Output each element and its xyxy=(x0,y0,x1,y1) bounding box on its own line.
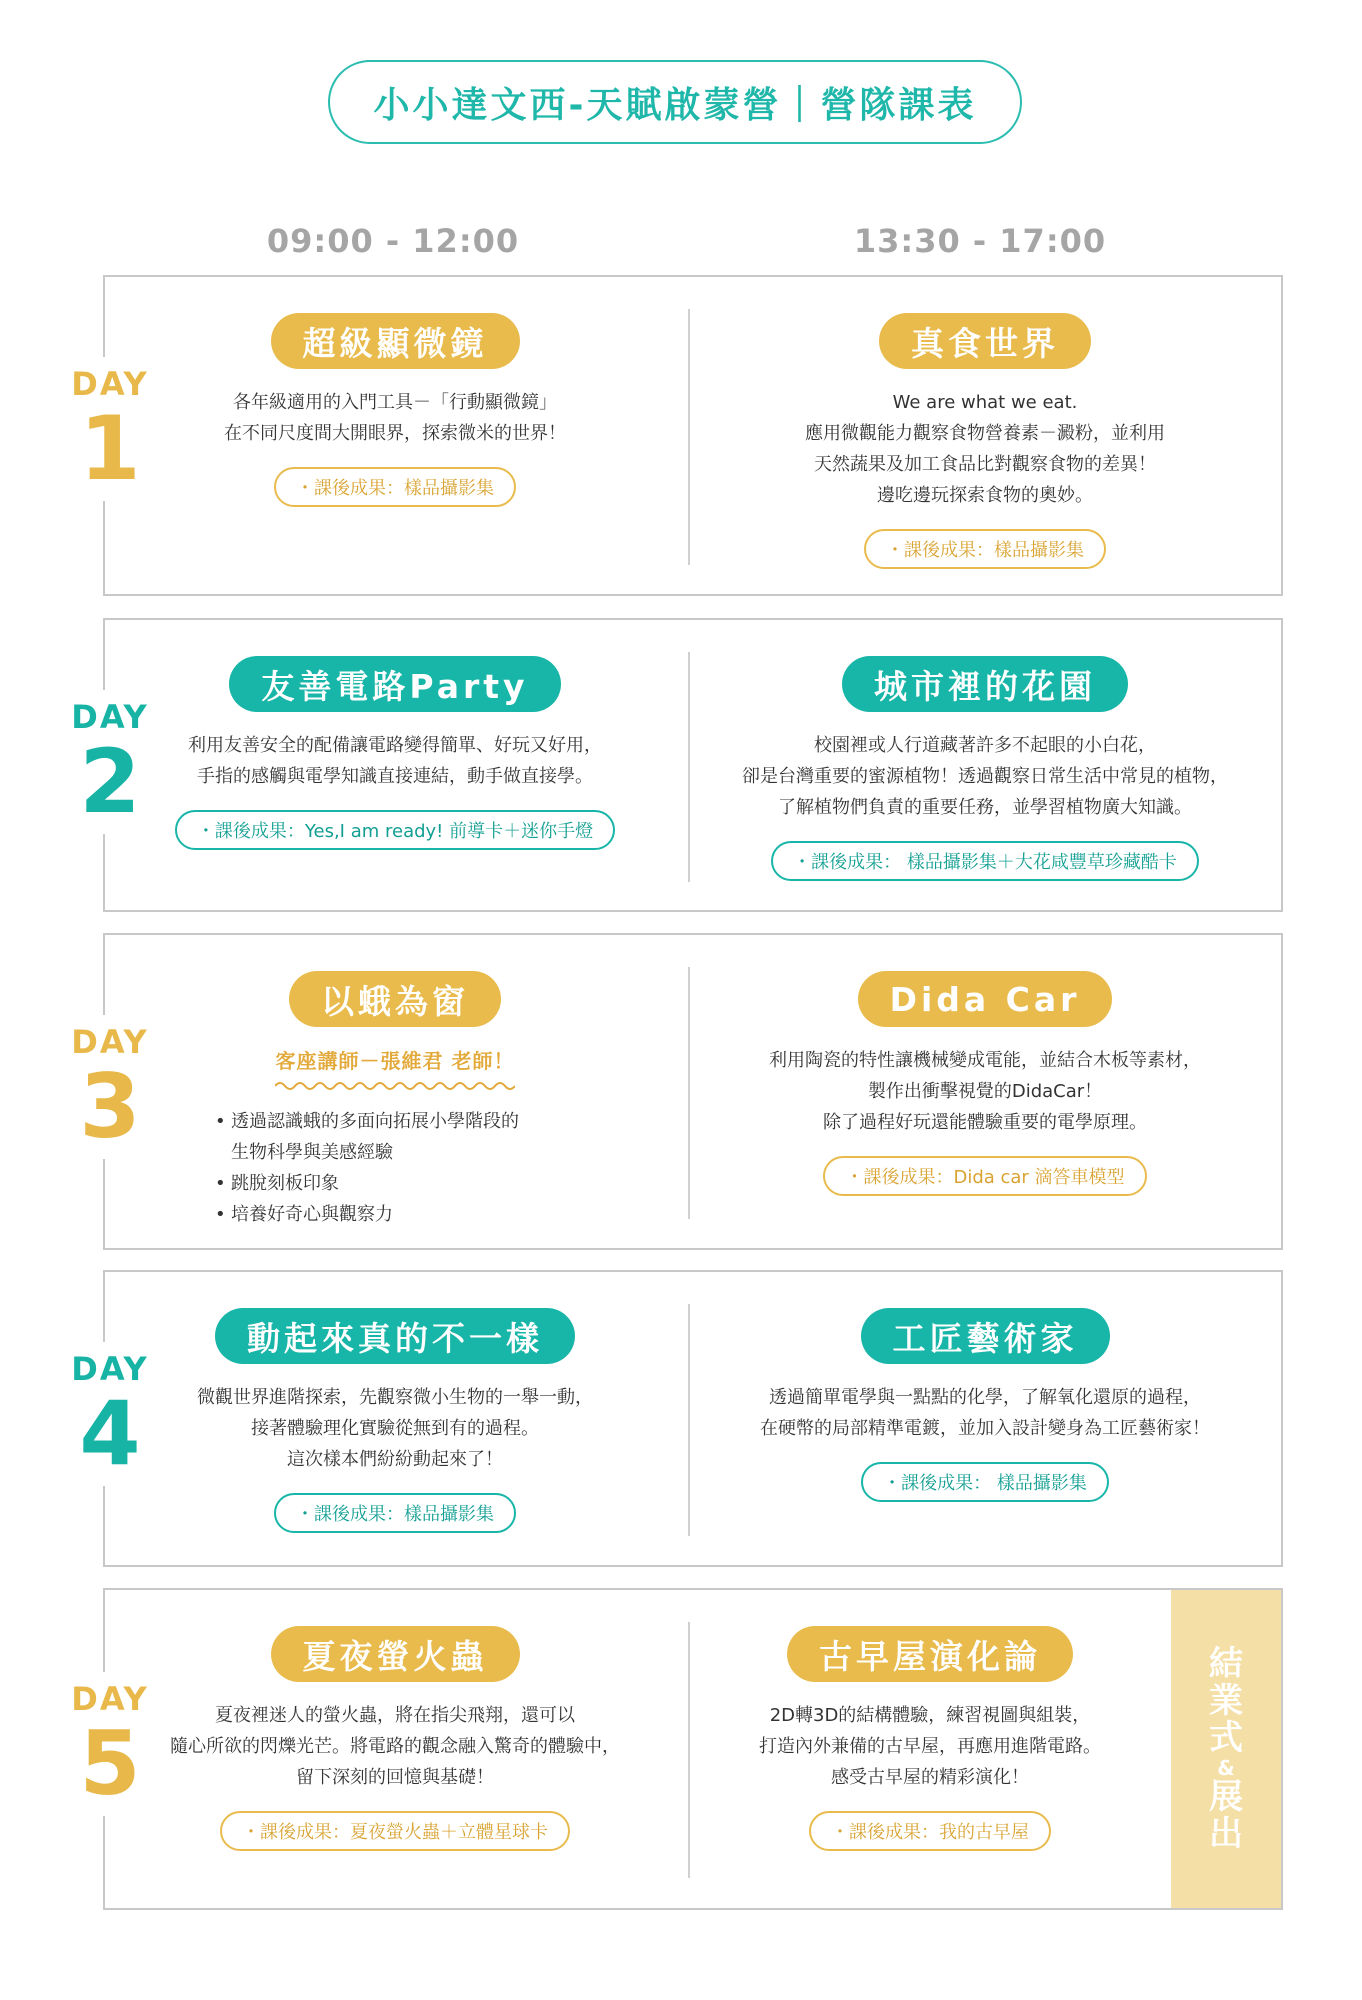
afternoon-session xyxy=(715,620,1255,910)
session-title: 城市裡的花園 xyxy=(842,656,1128,712)
page-title: 小小達文西-天賦啟蒙營｜營隊課表 xyxy=(328,60,1022,144)
column-divider xyxy=(688,967,690,1219)
day-number: 1 xyxy=(79,397,141,500)
session-description: 2D轉3D的結構體驗，練習視圖與組裝， 打造內外兼備的古早屋，再應用進階電路。 感受古早屋的精彩演化！ xyxy=(759,1705,1101,1788)
day-number: 5 xyxy=(79,1712,141,1815)
morning-session xyxy=(145,1272,645,1565)
session-description: We are what we eat. 應用微觀能力觀察食物營養素－澱粉，並利用 天然蔬果及加工食品比對觀察食物的差異！ 邊吃邊玩探索食物的奧妙。 xyxy=(805,392,1165,506)
bullet-item: • 透過認識蛾的多面向拓展小學階段的 生物科學與美感經驗 xyxy=(215,1106,519,1168)
day-word: DAY xyxy=(71,1350,149,1388)
session-title: 工匠藝術家 xyxy=(861,1308,1110,1364)
session-description: 利用友善安全的配備讓電路變得簡單、好玩又好用， 手指的感觸與電學知識直接連結，動手做直接學。 xyxy=(188,735,602,787)
day-number: 4 xyxy=(79,1382,141,1485)
session-description: 夏夜裡迷人的螢火蟲，將在指尖飛翔，還可以 隨心所欲的閃爍光芒。將電路的觀念融入驚奇的體驗中， 留下深刻的回憶與基礎！ xyxy=(170,1705,620,1788)
session-description: 透過簡單電學與一點點的化學，了解氧化還原的過程， 在硬幣的局部精準電鍍，並加入設計變身為工匠藝術家！ xyxy=(760,1387,1210,1439)
wavy-underline xyxy=(275,1080,515,1092)
column-divider xyxy=(688,652,690,882)
bullet-item: • 跳脫刻板印象 xyxy=(215,1168,519,1199)
day-2-label xyxy=(71,690,149,834)
day-word: DAY xyxy=(71,1023,149,1061)
session-description: 校園裡或人行道藏著許多不起眼的小白花， 卻是台灣重要的蜜源植物！透過觀察日常生活中常見的植物， 了解植物們負責的重要任務，並學習植物廣大知識。 xyxy=(742,735,1228,818)
day-1-card xyxy=(71,275,1283,596)
outcome-badge: ・課後成果：Yes,I am ready! 前導卡＋迷你手燈 xyxy=(175,810,615,850)
morning-session xyxy=(145,277,645,594)
session-bullets xyxy=(215,1106,519,1230)
day-3-label xyxy=(71,1015,149,1159)
afternoon-session xyxy=(715,277,1255,594)
day-2-card xyxy=(71,618,1283,912)
outcome-badge: ・課後成果： 樣品攝影集 xyxy=(861,1462,1109,1502)
day-5-card xyxy=(71,1588,1283,1910)
session-title: 夏夜螢火蟲 xyxy=(271,1626,520,1682)
outcome-badge: ・課後成果：我的古早屋 xyxy=(809,1811,1051,1851)
day-word: DAY xyxy=(71,365,149,403)
day-word: DAY xyxy=(71,698,149,736)
afternoon-time-header: 13:30 - 17:00 xyxy=(853,222,1107,260)
session-title: 真食世界 xyxy=(879,313,1091,369)
session-title: 以蛾為窗 xyxy=(289,971,501,1027)
outcome-badge: ・課後成果：夏夜螢火蟲＋立體星球卡 xyxy=(220,1811,570,1851)
session-title: 友善電路Party xyxy=(229,656,560,712)
guest-lecturer: 客座講師－張維君 老師！ xyxy=(275,1049,515,1073)
morning-session xyxy=(145,935,645,1248)
outcome-badge: ・課後成果：Dida car 滴答車模型 xyxy=(823,1156,1146,1196)
session-description: 各年級適用的入門工具－「行動顯微鏡」 在不同尺度間大開眼界，探索微米的世界！ xyxy=(224,392,566,444)
day-number: 3 xyxy=(79,1055,141,1158)
closing-ceremony-panel: 結 業 式 & 展 出 xyxy=(1171,1590,1281,1908)
morning-session xyxy=(145,620,645,910)
day-number: 2 xyxy=(79,730,141,833)
day-5-label xyxy=(71,1672,149,1816)
session-description: 微觀世界進階探索，先觀察微小生物的一舉一動， 接著體驗理化實驗從無到有的過程。 這次樣本們紛紛動起來了！ xyxy=(197,1387,593,1470)
session-title: Dida Car xyxy=(858,971,1113,1027)
day-4-label xyxy=(71,1342,149,1486)
day-1-label xyxy=(71,357,149,501)
session-title: 動起來真的不一樣 xyxy=(215,1308,575,1364)
morning-session xyxy=(145,1590,645,1908)
afternoon-session xyxy=(715,935,1255,1248)
outcome-badge: ・課後成果：樣品攝影集 xyxy=(274,467,516,507)
column-divider xyxy=(688,1622,690,1878)
session-description: 利用陶瓷的特性讓機械變成電能，並結合木板等素材， 製作出衝擊視覺的DidaCar！ 除了過程好玩還能體驗重要的電學原理。 xyxy=(769,1050,1201,1133)
afternoon-session xyxy=(715,1590,1145,1908)
day-word: DAY xyxy=(71,1680,149,1718)
morning-time-header: 09:00 - 12:00 xyxy=(266,222,520,260)
outcome-badge: ・課後成果：樣品攝影集 xyxy=(864,529,1106,569)
column-divider xyxy=(688,1304,690,1536)
outcome-badge: ・課後成果： 樣品攝影集＋大花咸豐草珍藏酷卡 xyxy=(771,841,1199,881)
column-divider xyxy=(688,309,690,565)
session-title: 超級顯微鏡 xyxy=(271,313,520,369)
bullet-item: • 培養好奇心與觀察力 xyxy=(215,1199,519,1230)
day-3-card xyxy=(71,933,1283,1250)
session-title: 古早屋演化論 xyxy=(787,1626,1073,1682)
outcome-badge: ・課後成果：樣品攝影集 xyxy=(274,1493,516,1533)
afternoon-session xyxy=(715,1272,1255,1565)
day-4-card xyxy=(71,1270,1283,1567)
